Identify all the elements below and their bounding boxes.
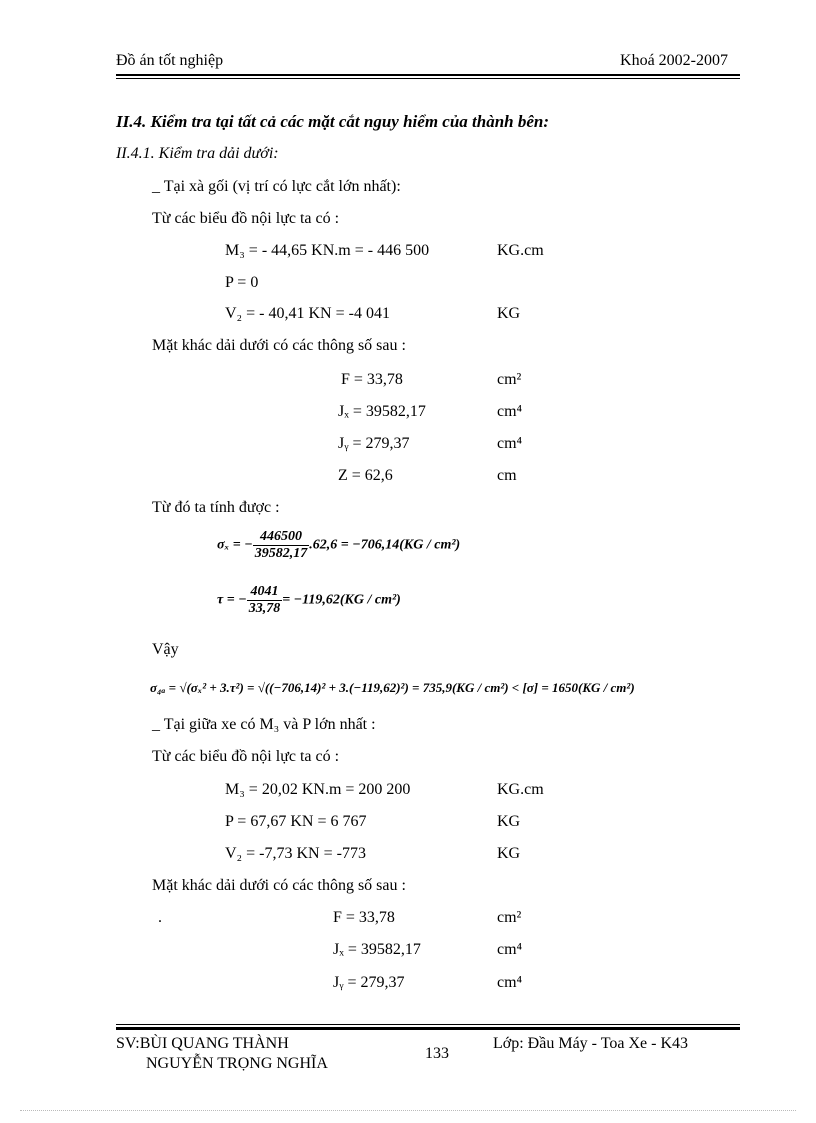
case1-computed: Từ đó ta tính được : <box>152 499 280 516</box>
footer-rule-thin <box>116 1024 740 1025</box>
header-rule-thin <box>116 78 740 79</box>
case1-m3-unit: KG.cm <box>497 242 544 259</box>
case1-m3: M₃ = - 44,65 KN.m = - 446 500 <box>225 242 430 259</box>
case2-jx: Jₓ = 39582,17 <box>333 941 421 958</box>
case2-intro: _ Tại giữa xe có M₃ và P lớn nhất : <box>152 716 376 733</box>
case1-params-intro: Mặt khác dải dưới có các thông số sau : <box>152 337 406 354</box>
case2-dot: . <box>158 909 162 926</box>
case1-from-diagrams: Từ các biểu đồ nội lực ta có : <box>152 210 340 227</box>
case2-m3-unit: KG.cm <box>497 781 544 798</box>
subsection-title: II.4.1. Kiểm tra dải dưới: <box>116 145 279 162</box>
case2-jy-unit: cm⁴ <box>497 974 523 991</box>
case2-jy: Jᵧ = 279,37 <box>333 974 405 991</box>
tau-rhs: = −119,62(KG / cm²) <box>282 592 401 608</box>
tau-formula <box>217 584 401 617</box>
sigma-x-fraction <box>253 529 310 562</box>
footer-student-1: SV:BÙI QUANG THÀNH <box>116 1035 289 1052</box>
case1-v2-unit: KG <box>497 305 521 322</box>
section-title: II.4. Kiểm tra tại tất cả các mặt cắt nguy hiểm của thành bên: <box>116 112 550 131</box>
case2-v2-unit: KG <box>497 845 521 862</box>
footer-student-2: NGUYỄN TRỌNG NGHĨA <box>146 1055 328 1072</box>
case1-z: Z = 62,6 <box>338 467 393 484</box>
sigma-x-numerator: 446500 <box>253 529 310 546</box>
sigma-td-formula: σ₄ₐ = √(σₓ² + 3.τ²) = √((−706,14)² + 3.(−119,62)²) = 735,9(KG / cm²) < [σ] = 1650(KG / cm²) <box>150 680 635 695</box>
case1-f: F = 33,78 <box>341 371 403 388</box>
vay-text: Vậy <box>152 641 179 658</box>
footer-rule <box>116 1027 740 1030</box>
page-edge-divider <box>20 1110 796 1111</box>
case1-jx-unit: cm⁴ <box>497 403 523 420</box>
case2-from-diagrams: Từ các biểu đồ nội lực ta có : <box>152 748 340 765</box>
case2-jx-unit: cm⁴ <box>497 941 523 958</box>
tau-denominator: 33,78 <box>248 601 281 616</box>
header-left: Đồ án tốt nghiệp <box>116 52 224 69</box>
header-rule <box>116 74 740 76</box>
tau-numerator: 4041 <box>247 584 283 601</box>
sigma-x-denominator: 39582,17 <box>254 546 308 561</box>
case2-p-unit: KG <box>497 813 521 830</box>
tau-fraction <box>247 584 283 617</box>
case1-z-unit: cm <box>497 467 517 484</box>
case2-v2: V₂ = -7,73 KN = -773 <box>225 845 366 862</box>
page-number: 133 <box>425 1045 449 1062</box>
case1-jx: Jₓ = 39582,17 <box>338 403 426 420</box>
case1-jy: Jᵧ = 279,37 <box>338 435 410 452</box>
case2-f: F = 33,78 <box>333 909 395 926</box>
footer-class: Lớp: Đầu Máy - Toa Xe - K43 <box>493 1035 688 1052</box>
case1-jy-unit: cm⁴ <box>497 435 523 452</box>
sigma-x-rhs: .62,6 = −706,14(KG / cm²) <box>309 537 461 553</box>
header-right: Khoá 2002-2007 <box>620 52 728 69</box>
case1-f-unit: cm² <box>497 371 522 388</box>
case1-v2: V₂ = - 40,41 KN = -4 041 <box>225 305 390 322</box>
case1-intro: _ Tại xà gối (vị trí có lực cắt lớn nhất): <box>152 178 401 195</box>
sigma-x-lhs: σₓ = − <box>217 537 253 553</box>
case2-m3: M₃ = 20,02 KN.m = 200 200 <box>225 781 411 798</box>
case1-p: P = 0 <box>225 274 259 291</box>
case2-p: P = 67,67 KN = 6 767 <box>225 813 367 830</box>
case2-params-intro: Mặt khác dải dưới có các thông số sau : <box>152 877 406 894</box>
tau-lhs: τ = − <box>217 592 247 608</box>
case2-f-unit: cm² <box>497 909 522 926</box>
sigma-x-formula <box>217 529 460 562</box>
